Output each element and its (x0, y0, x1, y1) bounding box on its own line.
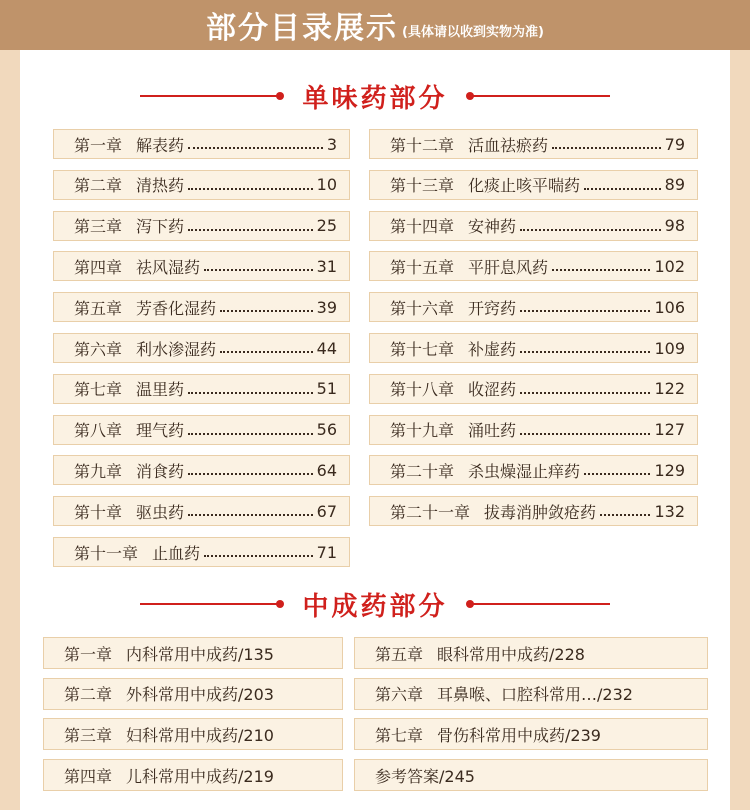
toc-name: 活血祛瘀药 (468, 135, 549, 155)
toc-page: 64 (316, 460, 337, 480)
toc-page: 25 (316, 216, 337, 236)
toc-item (53, 170, 350, 200)
toc-page: 31 (316, 256, 337, 276)
toc-chapter: 第七章 (375, 725, 424, 745)
toc-chapter: 第十一章 (74, 543, 139, 563)
toc-item (53, 537, 350, 567)
toc-chapter: 第十章 (74, 502, 123, 522)
toc-item (43, 759, 343, 791)
toc-leader-dots (520, 378, 650, 394)
toc-chapter: 第四章 (64, 766, 113, 786)
toc-name: 杀虫燥湿止痒药 (468, 461, 581, 481)
section-title-single-herbs (0, 76, 750, 116)
toc-page: 56 (316, 420, 337, 440)
toc-item (354, 637, 708, 669)
toc-item (369, 251, 698, 281)
toc-page: 71 (316, 542, 337, 562)
toc-leader-dots (584, 174, 661, 190)
divider-left (140, 95, 280, 97)
toc-leader-dots (204, 255, 313, 271)
toc-leader-dots (520, 215, 661, 231)
toc-page: 102 (654, 256, 685, 276)
toc-chapter: 第十四章 (390, 217, 455, 237)
toc-leader-dots (188, 378, 313, 394)
page-header (0, 0, 750, 50)
toc-item (369, 129, 698, 159)
toc-name: 妇科常用中成药/210 (126, 725, 274, 745)
toc-item (43, 718, 343, 750)
toc-page: 89 (664, 175, 685, 195)
toc-name: 消食药 (136, 461, 185, 481)
toc-chapter: 第十九章 (390, 421, 455, 441)
toc-item (354, 718, 708, 750)
toc-page: 51 (316, 379, 337, 399)
toc-chapter: 第五章 (375, 644, 424, 664)
toc-name: 祛风湿药 (136, 257, 201, 277)
toc-item (53, 129, 350, 159)
toc-item (369, 455, 698, 485)
toc-item (369, 170, 698, 200)
toc-name: 温里药 (136, 380, 185, 400)
toc-item (53, 292, 350, 322)
toc-chapter: 第六章 (74, 339, 123, 359)
toc-leader-dots (188, 500, 313, 516)
toc-chapter: 第二十章 (390, 461, 455, 481)
toc-leader-dots (552, 133, 661, 149)
toc-leader-dots (552, 255, 650, 271)
toc-leader-dots (188, 133, 323, 149)
divider-right (470, 603, 610, 605)
toc-chapter: 第二十一章 (390, 502, 471, 522)
toc-chapter: 第五章 (74, 298, 123, 318)
toc-leader-dots (220, 296, 313, 312)
toc-name: 利水渗湿药 (136, 339, 217, 359)
page-title: 部分目录展示 (206, 11, 399, 46)
toc-leader-dots (520, 419, 650, 435)
toc-item (53, 251, 350, 281)
section-title-text: 中成药部分 (302, 591, 448, 622)
toc-name: 安神药 (468, 217, 517, 237)
toc-name: 补虚药 (468, 339, 517, 359)
toc-item (53, 455, 350, 485)
toc-item (369, 211, 698, 241)
toc-item (369, 292, 698, 322)
toc-chapter: 第三章 (64, 725, 113, 745)
toc-chapter: 第三章 (74, 217, 123, 237)
divider-left (140, 603, 280, 605)
toc-name: 眼科常用中成药/228 (437, 644, 585, 664)
toc-item (369, 415, 698, 445)
toc-chapter: 第九章 (74, 461, 123, 481)
toc-item (354, 678, 708, 710)
toc-chapter: 第十五章 (390, 257, 455, 277)
toc-page: 129 (654, 460, 685, 480)
toc-chapter: 第七章 (74, 380, 123, 400)
toc-page: 106 (654, 297, 685, 317)
toc-page: 132 (654, 501, 685, 521)
toc-name: 化痰止咳平喘药 (468, 176, 581, 196)
toc-leader-dots (584, 459, 650, 475)
toc-chapter: 第一章 (74, 135, 123, 155)
toc-name: 止血药 (152, 543, 201, 563)
section-title-patent-medicine (0, 584, 750, 624)
toc-page: 109 (654, 338, 685, 358)
toc-chapter: 第十六章 (390, 298, 455, 318)
toc-name: 泻下药 (136, 217, 185, 237)
toc-page: 10 (316, 175, 337, 195)
section-title-text: 单味药部分 (302, 83, 448, 114)
toc-chapter: 第八章 (74, 421, 123, 441)
toc-name: 拔毒消肿敛疮药 (484, 502, 597, 522)
toc-name: 解表药 (136, 135, 185, 155)
toc-name: 芳香化湿药 (136, 298, 217, 318)
toc-item (369, 374, 698, 404)
toc-page: 39 (316, 297, 337, 317)
toc-item (43, 678, 343, 710)
toc-chapter: 第四章 (74, 257, 123, 277)
toc-chapter: 第六章 (375, 685, 424, 705)
toc-leader-dots (188, 459, 313, 475)
divider-right (470, 95, 610, 97)
toc-leader-dots (204, 541, 313, 557)
toc-item (53, 496, 350, 526)
toc-name: 平肝息风药 (468, 257, 549, 277)
toc-leader-dots (520, 337, 650, 353)
toc-chapter: 第十七章 (390, 339, 455, 359)
toc-item (354, 759, 708, 791)
toc-page: 98 (664, 216, 685, 236)
page-subtitle: (具体请以收到实物为准) (402, 24, 544, 40)
toc-page: 44 (316, 338, 337, 358)
toc-leader-dots (520, 296, 650, 312)
toc-leader-dots (600, 500, 650, 516)
toc-name: 开窍药 (468, 298, 517, 318)
toc-name: 外科常用中成药/203 (126, 685, 274, 705)
toc-item (53, 211, 350, 241)
toc-chapter: 第十二章 (390, 135, 455, 155)
toc-leader-dots (188, 215, 313, 231)
toc-leader-dots (188, 419, 313, 435)
toc-name: 骨伤科常用中成药/239 (437, 725, 601, 745)
toc-chapter: 第十八章 (390, 380, 455, 400)
toc-chapter: 第二章 (74, 176, 123, 196)
toc-name: 驱虫药 (136, 502, 185, 522)
toc-page: 127 (654, 420, 685, 440)
toc-name: 耳鼻喉、口腔科常用…/232 (437, 685, 633, 705)
toc-page: 122 (654, 379, 685, 399)
toc-leader-dots (220, 337, 313, 353)
toc-name: 涌吐药 (468, 421, 517, 441)
toc-page: 3 (326, 134, 337, 154)
toc-name: 儿科常用中成药/219 (126, 766, 274, 786)
toc-item (43, 637, 343, 669)
toc-name: 参考答案/245 (375, 766, 475, 786)
toc-item (53, 415, 350, 445)
toc-leader-dots (188, 174, 313, 190)
toc-name: 理气药 (136, 421, 185, 441)
toc-name: 清热药 (136, 176, 185, 196)
toc-page: 67 (316, 501, 337, 521)
toc-item (369, 496, 698, 526)
toc-chapter: 第十三章 (390, 176, 455, 196)
toc-item (369, 333, 698, 363)
toc-name: 收涩药 (468, 380, 517, 400)
toc-chapter: 第二章 (64, 685, 113, 705)
toc-page: 79 (664, 134, 685, 154)
toc-item (53, 374, 350, 404)
toc-item (53, 333, 350, 363)
toc-name: 内科常用中成药/135 (126, 644, 274, 664)
toc-chapter: 第一章 (64, 644, 113, 664)
